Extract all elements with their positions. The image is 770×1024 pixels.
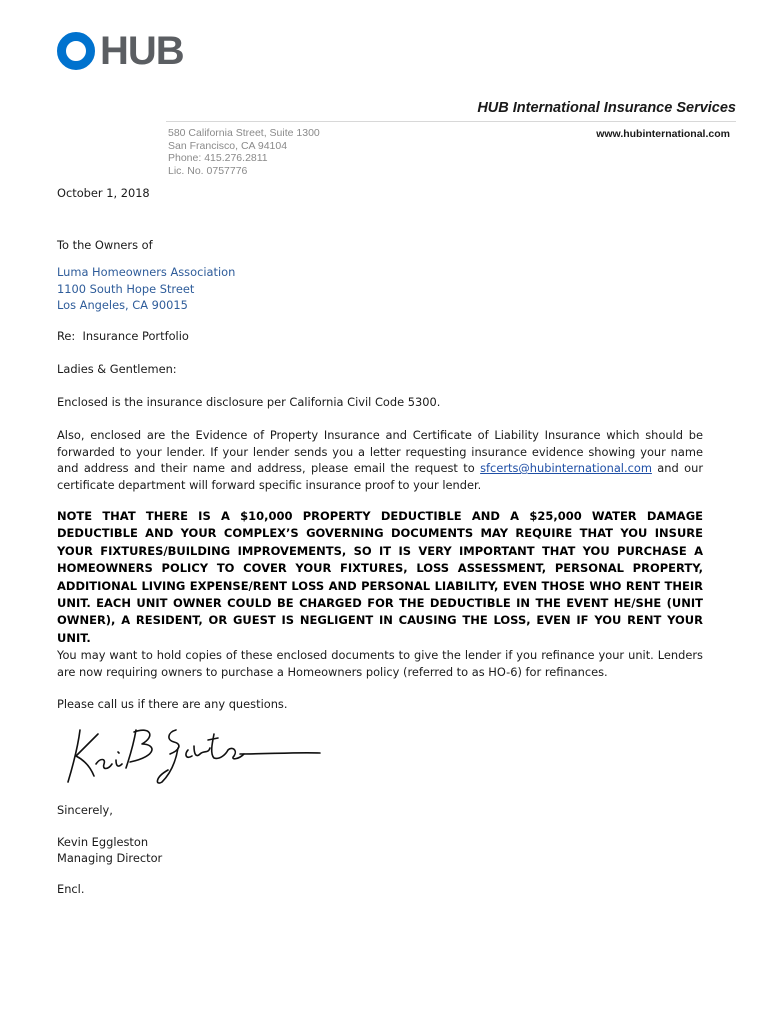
paragraph-evidence: [57, 427, 703, 493]
company-website: www.hubinternational.com: [596, 128, 730, 140]
hub-logo-ring-icon: [56, 31, 96, 71]
deductible-notice: NOTE THAT THERE IS A $10,000 PROPERTY DEDUCTIBLE AND A $25,000 WATER DAMAGE DEDUCTIBLE AND YOUR COMPLEX’S GOVERNING DOCUMENTS MAY REQUIRE THAT YOU INSURE YOUR FIXTURES/BUILDING IMPROVEMENTS, SO IT IS VERY IMPORTANT THAT YOU PURCHASE A HOMEOWNERS POLICY TO COVER YOUR FIXTURES, LOSS ASSESSMENT, PERSONAL PROPERTY, ADDITIONAL LIVING EXPENSE/RENT LOSS AND PERSONAL LIABILITY, EVEN THOSE WHO RENT THEIR UNIT. EACH UNIT OWNER COULD BE CHARGED FOR THE DEDUCTIBLE IN THE EVENT HE/SHE (UNIT OWNER), A RESIDENT, OR GUEST IS NEGLIGENT IN CAUSING THE LOSS, EVEN IF YOU RENT YOUR UNIT.: [57, 509, 703, 645]
recipient-line: 1100 South Hope Street: [57, 281, 195, 296]
email-link[interactable]: sfcerts@hubinternational.com: [480, 461, 652, 475]
paragraph-questions: Please call us if there are any questions.: [57, 697, 288, 711]
hub-logo: [56, 30, 184, 72]
company-address: [168, 127, 320, 177]
paragraph-refinance: You may want to hold copies of these enclosed documents to give the lender if you refinance your unit. Lenders are now requiring owners to purchase a Homeowners policy (referred to as HO-6) for refinances.: [57, 648, 703, 679]
address-line: 580 California Street, Suite 1300: [168, 127, 320, 139]
header-divider: [166, 121, 736, 122]
address-line: Phone: 415.276.2811: [168, 152, 268, 164]
handwritten-signature: [58, 720, 324, 786]
paragraph-evidence-text-end: and our certificate department will forward specific insurance proof to your lender.: [57, 461, 704, 492]
re-line: Re: Insurance Portfolio: [57, 329, 189, 343]
recipient-address: [57, 264, 703, 314]
closing: Sincerely,: [57, 803, 113, 817]
letter-date: October 1, 2018: [57, 186, 150, 200]
recipient-line: Los Angeles, CA 90015: [57, 298, 188, 312]
greeting: Ladies & Gentlemen:: [57, 362, 177, 376]
address-line: Lic. No. 0757776: [168, 164, 248, 177]
company-name: HUB International Insurance Services: [477, 100, 736, 116]
address-line: San Francisco, CA 94104: [168, 139, 288, 152]
enclosure-note: Encl.: [57, 882, 85, 896]
signer-name: Kevin Eggleston: [57, 835, 149, 849]
hub-logo-text: HUB: [100, 29, 184, 73]
paragraph-evidence-text: Also, enclosed are the Evidence of Property Insurance and Certificate of Liability Insurance which should be forwarded to your lender. If your lender sends you a letter requesting insurance evidence showing your name and address and their name and address, please email the request to: [57, 428, 703, 475]
salutation-to: To the Owners of: [57, 238, 153, 252]
signer-title: Managing Director: [57, 851, 163, 865]
paragraph-disclosure: Enclosed is the insurance disclosure per California Civil Code 5300.: [57, 395, 441, 409]
recipient-line: Luma Homeowners Association: [57, 265, 236, 279]
